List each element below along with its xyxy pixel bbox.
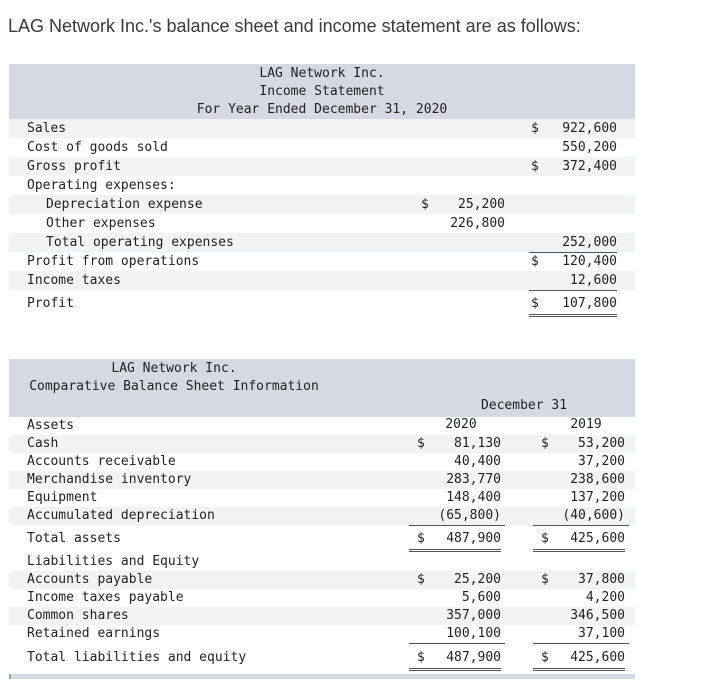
amount-2019: 425,600 (533, 647, 625, 671)
row-label: Other expenses (46, 216, 156, 231)
amount-2019: 4,200 (585, 590, 625, 605)
row-label: Accounts receivable (27, 454, 176, 469)
amount: 120,400 (562, 254, 617, 269)
row-liabilities-equity-header (9, 553, 635, 571)
amount-2020: 487,900 (409, 647, 501, 671)
row-total-operating-expenses (9, 233, 635, 252)
amount-2020: 5,600 (461, 590, 501, 605)
row-operating-expenses (9, 176, 635, 195)
amount-2019: 137,200 (570, 490, 625, 505)
year-2019-header: 2019 (570, 417, 602, 432)
row-income-taxes-payable (9, 589, 635, 607)
row-income-taxes (9, 271, 635, 290)
amount-2019: 37,100 (533, 625, 629, 644)
amount-2020: 148,400 (446, 490, 501, 505)
statement-period: For Year Ended December 31, 2020 (196, 102, 448, 117)
row-label: Liabilities and Equity (27, 554, 200, 569)
row-label: Profit (27, 296, 74, 311)
intro-text: LAG Network Inc.'s balance sheet and income statement are as follows: (8, 16, 581, 36)
row-label: Depreciation expense (46, 197, 203, 212)
amount-2019: 425,600 (533, 528, 625, 552)
row-merchandise-inventory (9, 471, 635, 489)
dollar-sign: $ (417, 572, 425, 587)
amount-2020: 81,130 (454, 436, 501, 451)
amount: 252,000 (529, 233, 617, 253)
amount: 25,200 (458, 197, 505, 212)
period-header: December 31 (480, 398, 568, 413)
row-label: Profit from operations (27, 254, 200, 269)
dollar-sign: $ (541, 436, 549, 451)
row-label: Cash (27, 436, 59, 451)
row-profit (9, 293, 635, 314)
amount-2020: 357,000 (446, 608, 501, 623)
statement-title: Income Statement (259, 84, 385, 99)
row-depreciation (9, 195, 635, 214)
row-label: Gross profit (27, 159, 121, 174)
row-cash (9, 435, 635, 453)
income-statement-header (9, 64, 635, 119)
row-label: Accumulated depreciation (27, 508, 215, 523)
amount-2020: 100,100 (409, 625, 505, 644)
amount-2020: 25,200 (454, 572, 501, 587)
amount-2019: 346,500 (570, 608, 625, 623)
row-other-expenses (9, 214, 635, 233)
row-label: Assets (27, 418, 74, 433)
balance-sheet-header (9, 359, 635, 417)
dollar-sign: $ (531, 121, 539, 136)
company-name: LAG Network Inc. (259, 66, 385, 81)
amount-2020: (65,800) (409, 507, 505, 526)
amount-2019: 53,200 (578, 436, 625, 451)
dollar-sign: $ (531, 296, 539, 311)
row-label: Common shares (27, 608, 129, 623)
dollar-sign: $ (531, 254, 539, 269)
row-label: Equipment (27, 490, 98, 505)
row-label: Sales (27, 121, 67, 136)
row-cogs (9, 138, 635, 157)
row-assets-header (9, 416, 635, 435)
row-total-liabilities-equity (9, 647, 635, 668)
income-statement-table (9, 64, 635, 312)
company-name: LAG Network Inc. (111, 361, 237, 376)
row-accounts-payable (9, 571, 635, 589)
amount: 550,200 (529, 138, 617, 158)
dollar-sign: $ (531, 159, 539, 174)
row-label: Accounts payable (27, 572, 153, 587)
row-profit-from-operations (9, 252, 635, 271)
row-gross-profit (9, 157, 635, 176)
table-bottom-bar (9, 674, 635, 679)
amount-2019: 238,600 (570, 472, 625, 487)
row-total-assets (9, 528, 635, 549)
amount-2019: 37,200 (578, 454, 625, 469)
amount-2019: (40,600) (533, 507, 629, 526)
amount-2020: 487,900 (409, 528, 501, 552)
row-label: Total liabilities and equity (27, 650, 247, 665)
row-label: Cost of goods sold (27, 140, 168, 155)
dollar-sign: $ (417, 436, 425, 451)
row-equipment (9, 489, 635, 507)
dollar-sign: $ (417, 531, 425, 546)
amount: 372,400 (562, 159, 617, 174)
amount: 226,800 (417, 214, 505, 234)
row-accounts-receivable (9, 453, 635, 471)
amount: 922,600 (562, 121, 617, 136)
statement-title: Comparative Balance Sheet Information (29, 379, 319, 394)
amount-2019: 37,800 (578, 572, 625, 587)
row-sales (9, 119, 635, 138)
row-label: Merchandise inventory (27, 472, 192, 487)
row-label: Income taxes (27, 273, 121, 288)
amount: 107,800 (529, 293, 617, 317)
amount-2020: 40,400 (454, 454, 501, 469)
dollar-sign: $ (417, 650, 425, 665)
row-retained-earnings (9, 625, 635, 643)
row-label: Operating expenses: (27, 178, 176, 193)
dollar-sign: $ (421, 197, 429, 212)
row-accumulated-depreciation (9, 507, 635, 525)
dollar-sign: $ (541, 572, 549, 587)
row-label: Income taxes payable (27, 590, 184, 605)
dollar-sign: $ (541, 650, 549, 665)
row-label: Total operating expenses (46, 235, 234, 250)
year-2020-header: 2020 (445, 417, 477, 432)
row-label: Retained earnings (27, 626, 161, 641)
balance-sheet-table (9, 359, 635, 679)
row-label: Total assets (27, 531, 121, 546)
amount: 12,600 (529, 271, 617, 291)
dollar-sign: $ (541, 531, 549, 546)
amount-2020: 283,770 (446, 472, 501, 487)
row-common-shares (9, 607, 635, 625)
